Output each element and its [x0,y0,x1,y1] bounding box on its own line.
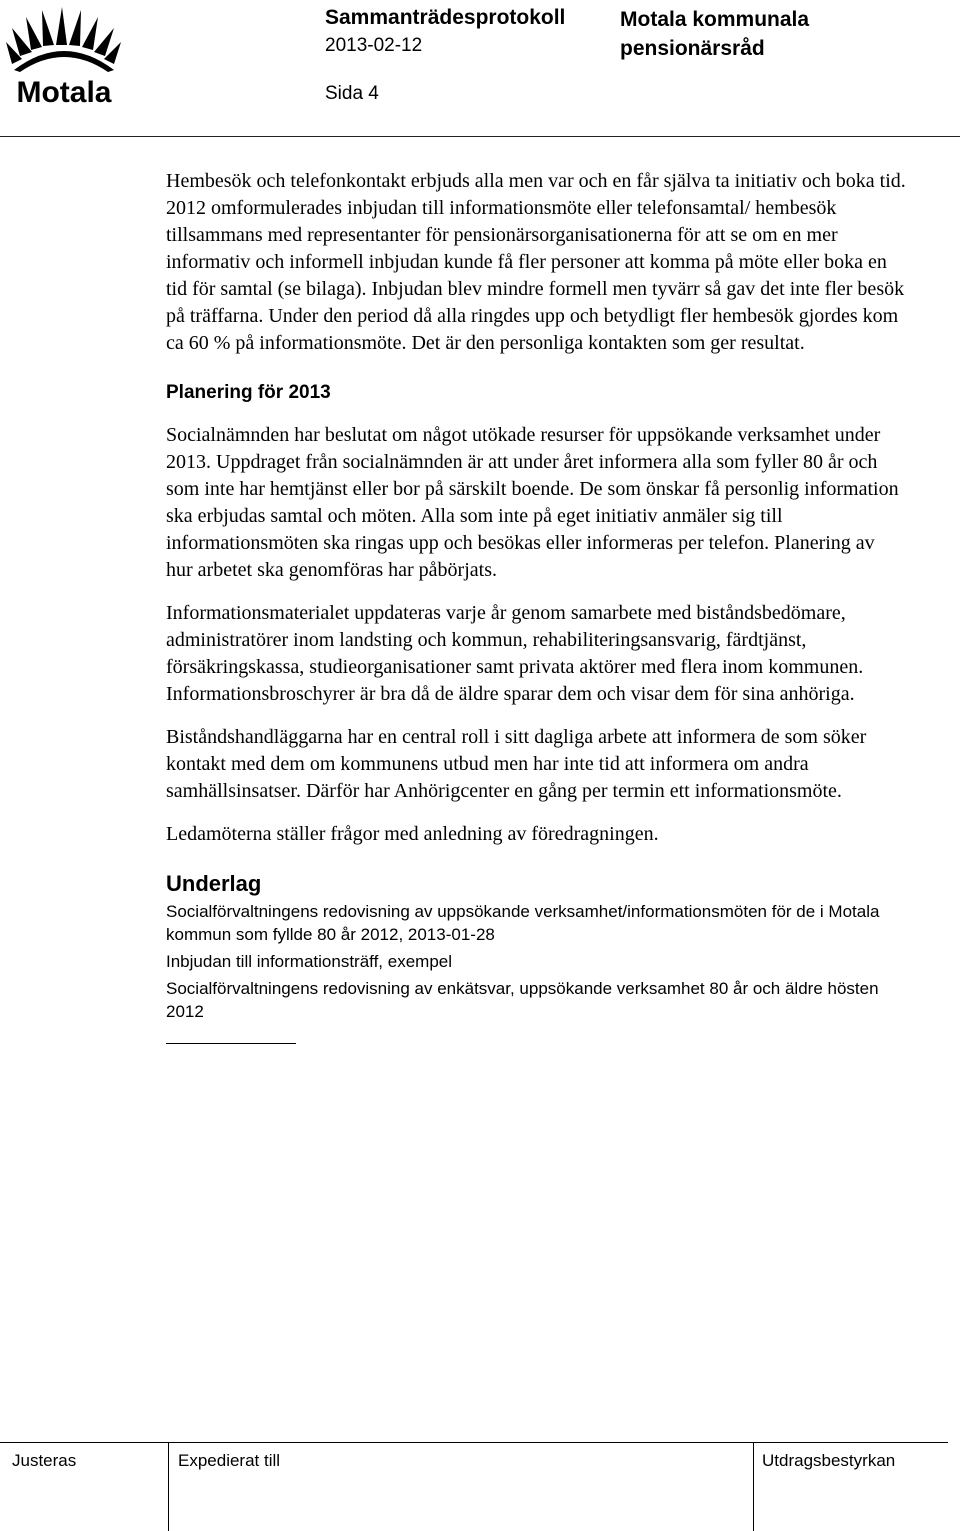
header-divider [0,136,960,137]
end-separator-line [166,1043,296,1044]
section-heading-planning: Planering för 2013 [166,382,331,403]
document-body [166,168,906,1044]
signature-footer [0,1442,960,1531]
intro-section [166,168,906,357]
paragraph: Hembesök och telefonkontakt erbjuds alla men var och en får själva ta initiativ och boka tid. [166,170,906,192]
paragraph: Ledamöterna ställer frågor med anledning av föredragningen. [166,823,659,845]
footer-divider [0,1442,948,1443]
organization-name-line-1: Motala kommunala [620,8,810,31]
footer-column-divider [168,1442,169,1531]
paragraph: Informationsmaterialet uppdateras varje år genom samarbete med biståndsbedömare, administratörer inom landsting och kommun, rehabiliteringsansvarig, färdtjänst, försäkringskassa, studieorganisationer samt privata aktörer med flera inom kommunen. Informationsbroschyrer är bra då de äldre sparar dem och visar dem för sina anhöriga. [166,602,864,705]
footer-column-divider [753,1442,754,1531]
motala-logo [4,4,124,108]
svg-text:Motala: Motala [16,76,112,108]
meeting-date: 2013-02-12 [325,35,423,56]
utdragsbestyrkan-label: Utdragsbestyrkan [762,1451,896,1470]
reference-item: Socialförvaltningens redovisning av enkätsvar, uppsökande verksamhet 80 år och äldre hösten 2012 [166,979,879,1021]
organization-name [620,5,880,63]
section-heading-underlag: Underlag [166,871,262,896]
paragraph: Biståndshandläggarna har en central roll i sitt dagliga arbete att informera de som söker kontakt med dem om kommunens utbud men har inte tid att informera om andra samhällsinsatser. Därför har Anhörigcenter en gång per termin ett informationsmöte. [166,726,867,802]
paragraph: Socialnämnden har beslutat om något utökade resurser för uppsökande verksamhet under 2013. Uppdraget från socialnämnden är att under året informera alla som fyller 80 år och som inte har hemtjänst eller bor på särskilt boende. De som önskar få personlig information ska erbjudas samtal och möten. Alla som inte på eget initiativ anmäler sig till informationsmöten ska ringas upp och besökas eller informeras per telefon. Planering av hur arbetet ska genomföras har påbörjats. [166,424,899,581]
page-number: Sida 4 [325,83,379,104]
organization-name-line-2: pensionärsråd [620,37,765,60]
expedierat-label: Expedierat till [178,1451,281,1470]
paragraph: 2012 omformulerades inbjudan till informationsmöte eller telefonsamtal/ hembesök tillsammans med representanter för pensionärsorganisationerna för att se om en mer informativ och informell inbjudan kunde få fler personer att komma på möte eller boka en tid för samtal (se bilaga). Inbjudan blev mindre formell men tyvärr så gav det inte fler besök på träffarna. Under den period då alla ringdes upp och betydligt fler hembesök gjordes kom ca 60 % på informationsmöte. Det är den personliga kontakten som ger resultat. [166,197,905,354]
sunburst-logo-icon [4,4,124,108]
document-title: Sammanträdesprotokoll [325,6,566,29]
reference-item: Inbjudan till informationsträff, exempel [166,952,453,971]
justeras-label: Justeras [12,1451,77,1470]
reference-item: Socialförvaltningens redovisning av uppsökande verksamhet/informationsmöten för de i Motala kommun som fyllde 80 år 2012, 2013-01-28 [166,902,880,944]
